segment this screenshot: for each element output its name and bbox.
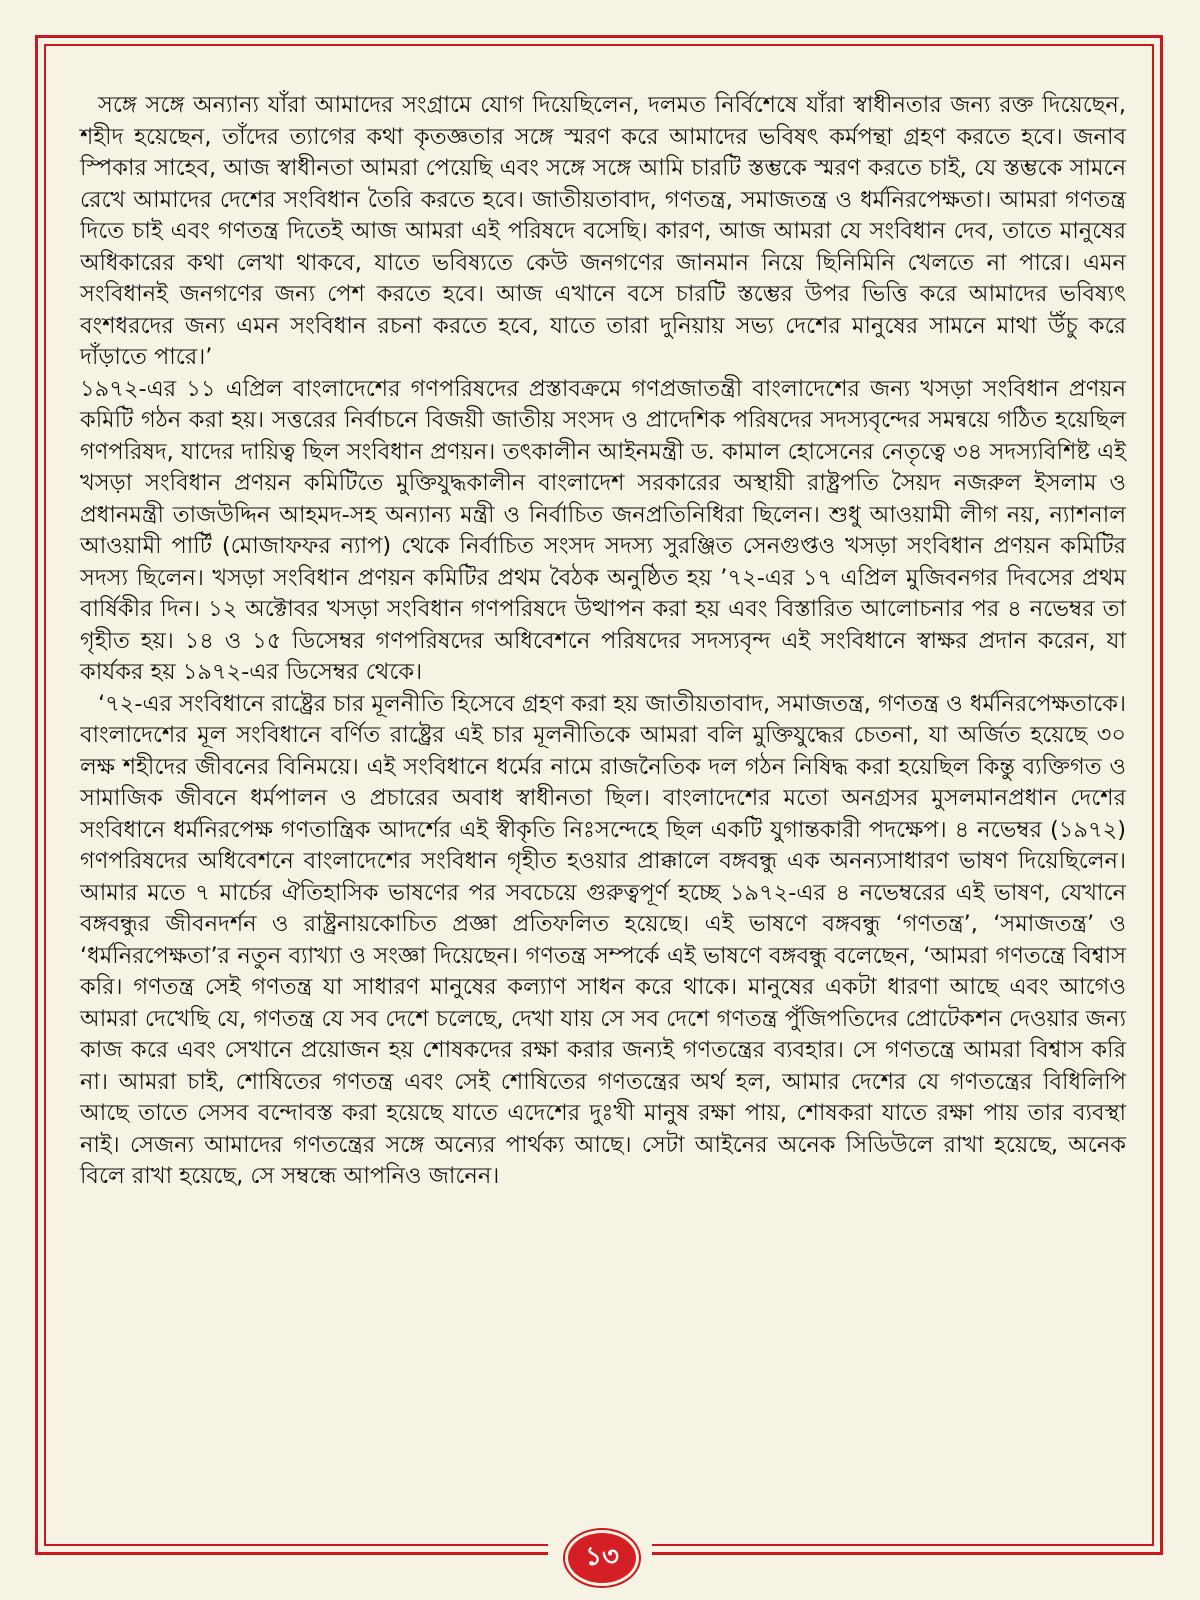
page-number-badge — [565, 1530, 639, 1586]
body-text — [80, 90, 1126, 1193]
page-number: ১৩ — [585, 1542, 619, 1572]
paragraph-2: ১৯৭২-এর ১১ এপ্রিল বাংলাদেশের গণপরিষদের প্রস্তাবক্রমে গণপ্রজাতন্ত্রী বাংলাদেশের জন্য খসড়া সংবিধান প্রণয়ন কমিটি গঠন করা হয়। সত্তরের নির্বাচনে বিজয়ী জাতীয় সংসদ ও প্রাদেশিক পরিষদের সদস্যবৃন্দের সমন্বয়ে গঠিত হয়েছিল গণপরিষদ, যাদের দায়িত্ব ছিল সংবিধান প্রণয়ন। তৎকালীন আইনমন্ত্রী ড. কামাল হোসেনের নেতৃত্বে ৩৪ সদস্যবিশিষ্ট এই খসড়া সংবিধান প্রণয়ন কমিটিতে মুক্তিযুদ্ধকালীন বাংলাদেশ সরকারের অস্থায়ী রাষ্ট্রপতি সৈয়দ নজরুল ইসলাম ও প্রধানমন্ত্রী তাজউদ্দিন আহমদ-সহ অন্যান্য মন্ত্রী ও নির্বাচিত জনপ্রতিনিধিরা ছিলেন। শুধু আওয়ামী লীগ নয়, ন্যাশনাল আওয়ামী পার্টি (মোজাফফর ন্যাপ) থেকে নির্বাচিত সংসদ সদস্য সুরঞ্জিত সেনগুপ্তও খসড়া সংবিধান প্রণয়ন কমিটির সদস্য ছিলেন। খসড়া সংবিধান প্রণয়ন কমিটির প্রথম বৈঠক অনুষ্ঠিত হয় ’৭২-এর ১৭ এপ্রিল মুজিবনগর দিবসের প্রথম বার্ষিকীর দিন। ১২ অক্টোবর খসড়া সংবিধান গণপরিষদে উত্থাপন করা হয় এবং বিস্তারিত আলোচনার পর ৪ নভেম্বর তা গৃহীত হয়। ১৪ ও ১৫ ডিসেম্বর গণপরিষদের অধিবেশনে পরিষদের সদস্যবৃন্দ এই সংবিধানে স্বাক্ষর প্রদান করেন, যা কার্যকর হয় ১৯৭২-এর ডিসেম্বর থেকে। — [80, 375, 1126, 685]
paragraph-3: ‘৭২-এর সংবিধানে রাষ্ট্রের চার মূলনীতি হিসেবে গ্রহণ করা হয় জাতীয়তাবাদ, সমাজতন্ত্র, গণতন্ত্র ও ধর্মনিরপেক্ষতাকে। বাংলাদেশের মূল সংবিধানে বর্ণিত রাষ্ট্রের এই চার মূলনীতিকে আমরা বলি মুক্তিযুদ্ধের চেতনা, যা অর্জিত হয়েছে ৩০ লক্ষ শহীদের জীবনের বিনিময়ে। এই সংবিধানে ধর্মের নামে রাজনৈতিক দল গঠন নিষিদ্ধ করা হয়েছিল কিন্তু ব্যক্তিগত ও সামাজিক জীবনে ধর্মপালন ও প্রচারের অবাধ স্বাধীনতা ছিল। বাংলাদেশের মতো অনগ্রসর মুসলমানপ্রধান দেশের সংবিধানে ধর্মনিরপেক্ষ গণতান্ত্রিক আদর্শের এই স্বীকৃতি নিঃসন্দেহে ছিল একটি যুগান্তকারী পদক্ষেপ। ৪ নভেম্বর (১৯৭২) গণপরিষদের অধিবেশনে বাংলাদেশের সংবিধান গৃহীত হওয়ার প্রাক্কালে বঙ্গবন্ধু এক অনন্যসাধারণ ভাষণ দিয়েছিলেন। আমার মতে ৭ মার্চের ঐতিহাসিক ভাষণের পর সবচেয়ে গুরুত্বপূর্ণ হচ্ছে ১৯৭২-এর ৪ নভেম্বরের এই ভাষণ, যেখানে বঙ্গবন্ধুর জীবনদর্শন ও রাষ্ট্রনায়কোচিত প্রজ্ঞা প্রতিফলিত হয়েছে। এই ভাষণে বঙ্গবন্ধু ‘গণতন্ত্র’, ‘সমাজতন্ত্র’ ও ‘ধর্মনিরপেক্ষতা’র নতুন ব্যাখ্যা ও সংজ্ঞা দিয়েছেন। গণতন্ত্র সম্পর্কে এই ভাষণে বঙ্গবন্ধু বলেছেন, ‘আমরা গণতন্ত্রে বিশ্বাস করি। গণতন্ত্র সেই গণতন্ত্র যা সাধারণ মানুষের কল্যাণ সাধন করে থাকে। মানুষের একটা ধারণা আছে এবং আগেও আমরা দেখেছি যে, গণতন্ত্র যে সব দেশে চলেছে, দেখা যায় সে সব দেশে গণতন্ত্র পুঁজিপতিদের প্রোটেকশন দেওয়ার জন্য কাজ করে এবং সেখানে প্রয়োজন হয় শোষকদের রক্ষা করার জন্যই গণতন্ত্রের ব্যবহার। সে গণতন্ত্রে আমরা বিশ্বাস করি না। আমরা চাই, শোষিতের গণতন্ত্র এবং সেই শোষিতের গণতন্ত্রের অর্থ হল, আমার দেশের যে গণতন্ত্রের বিধিলিপি আছে তাতে সেসব বন্দোবস্ত করা হয়েছে যাতে এদেশের দুঃখী মানুষ রক্ষা পায়, শোষকরা যাতে রক্ষা পায় তার ব্যবস্থা নাই। সেজন্য আমাদের গণতন্ত্রের সঙ্গে অন্যের পার্থক্য আছে। সেটা আইনের অনেক সিডিউলে রাখা হয়েছে, অনেক বিলে রাখা হয়েছে, সে সম্বন্ধে আপনিও জানেন। — [80, 690, 1126, 1189]
paragraph-1: সঙ্গে সঙ্গে অন্যান্য যাঁরা আমাদের সংগ্রামে যোগ দিয়েছিলেন, দলমত নির্বিশেষে যাঁরা স্বাধীনতার জন্য রক্ত দিয়েছেন, শহীদ হয়েছেন, তাঁদের ত্যাগের কথা কৃতজ্ঞতার সঙ্গে স্মরণ করে আমাদের ভবিষৎ কর্মপন্থা গ্রহণ করতে হবে। জনাব স্পিকার সাহেব, আজ স্বাধীনতা আমরা পেয়েছি এবং সঙ্গে সঙ্গে আমি চারটি স্তম্ভকে স্মরণ করতে চাই, যে স্তম্ভকে সামনে রেখে আমাদের দেশের সংবিধান তৈরি করতে হবে। জাতীয়তাবাদ, গণতন্ত্র, সমাজতন্ত্র ও ধর্মনিরপেক্ষতা। আমরা গণতন্ত্র দিতে চাই এবং গণতন্ত্র দিতেই আজ আমরা এই পরিষদে বসেছি। কারণ, আজ আমরা যে সংবিধান দেব, তাতে মানুষের অধিকারের কথা লেখা থাকবে, যাতে ভবিষ্যতে কেউ জনগণের জানমান নিয়ে ছিনিমিনি খেলতে না পারে। এমন সংবিধানই জনগণের জন্য পেশ করতে হবে। আজ এখানে বসে চারটি স্তম্ভের উপর ভিত্তি করে আমাদের ভবিষ্যৎ বংশধরদের জন্য এমন সংবিধান রচনা করতে হবে, যাতে তারা দুনিয়ায় সভ্য দেশের মানুষের সামনে মাথা উঁচু করে দাঁড়াতে পারে।’ — [80, 92, 1126, 370]
